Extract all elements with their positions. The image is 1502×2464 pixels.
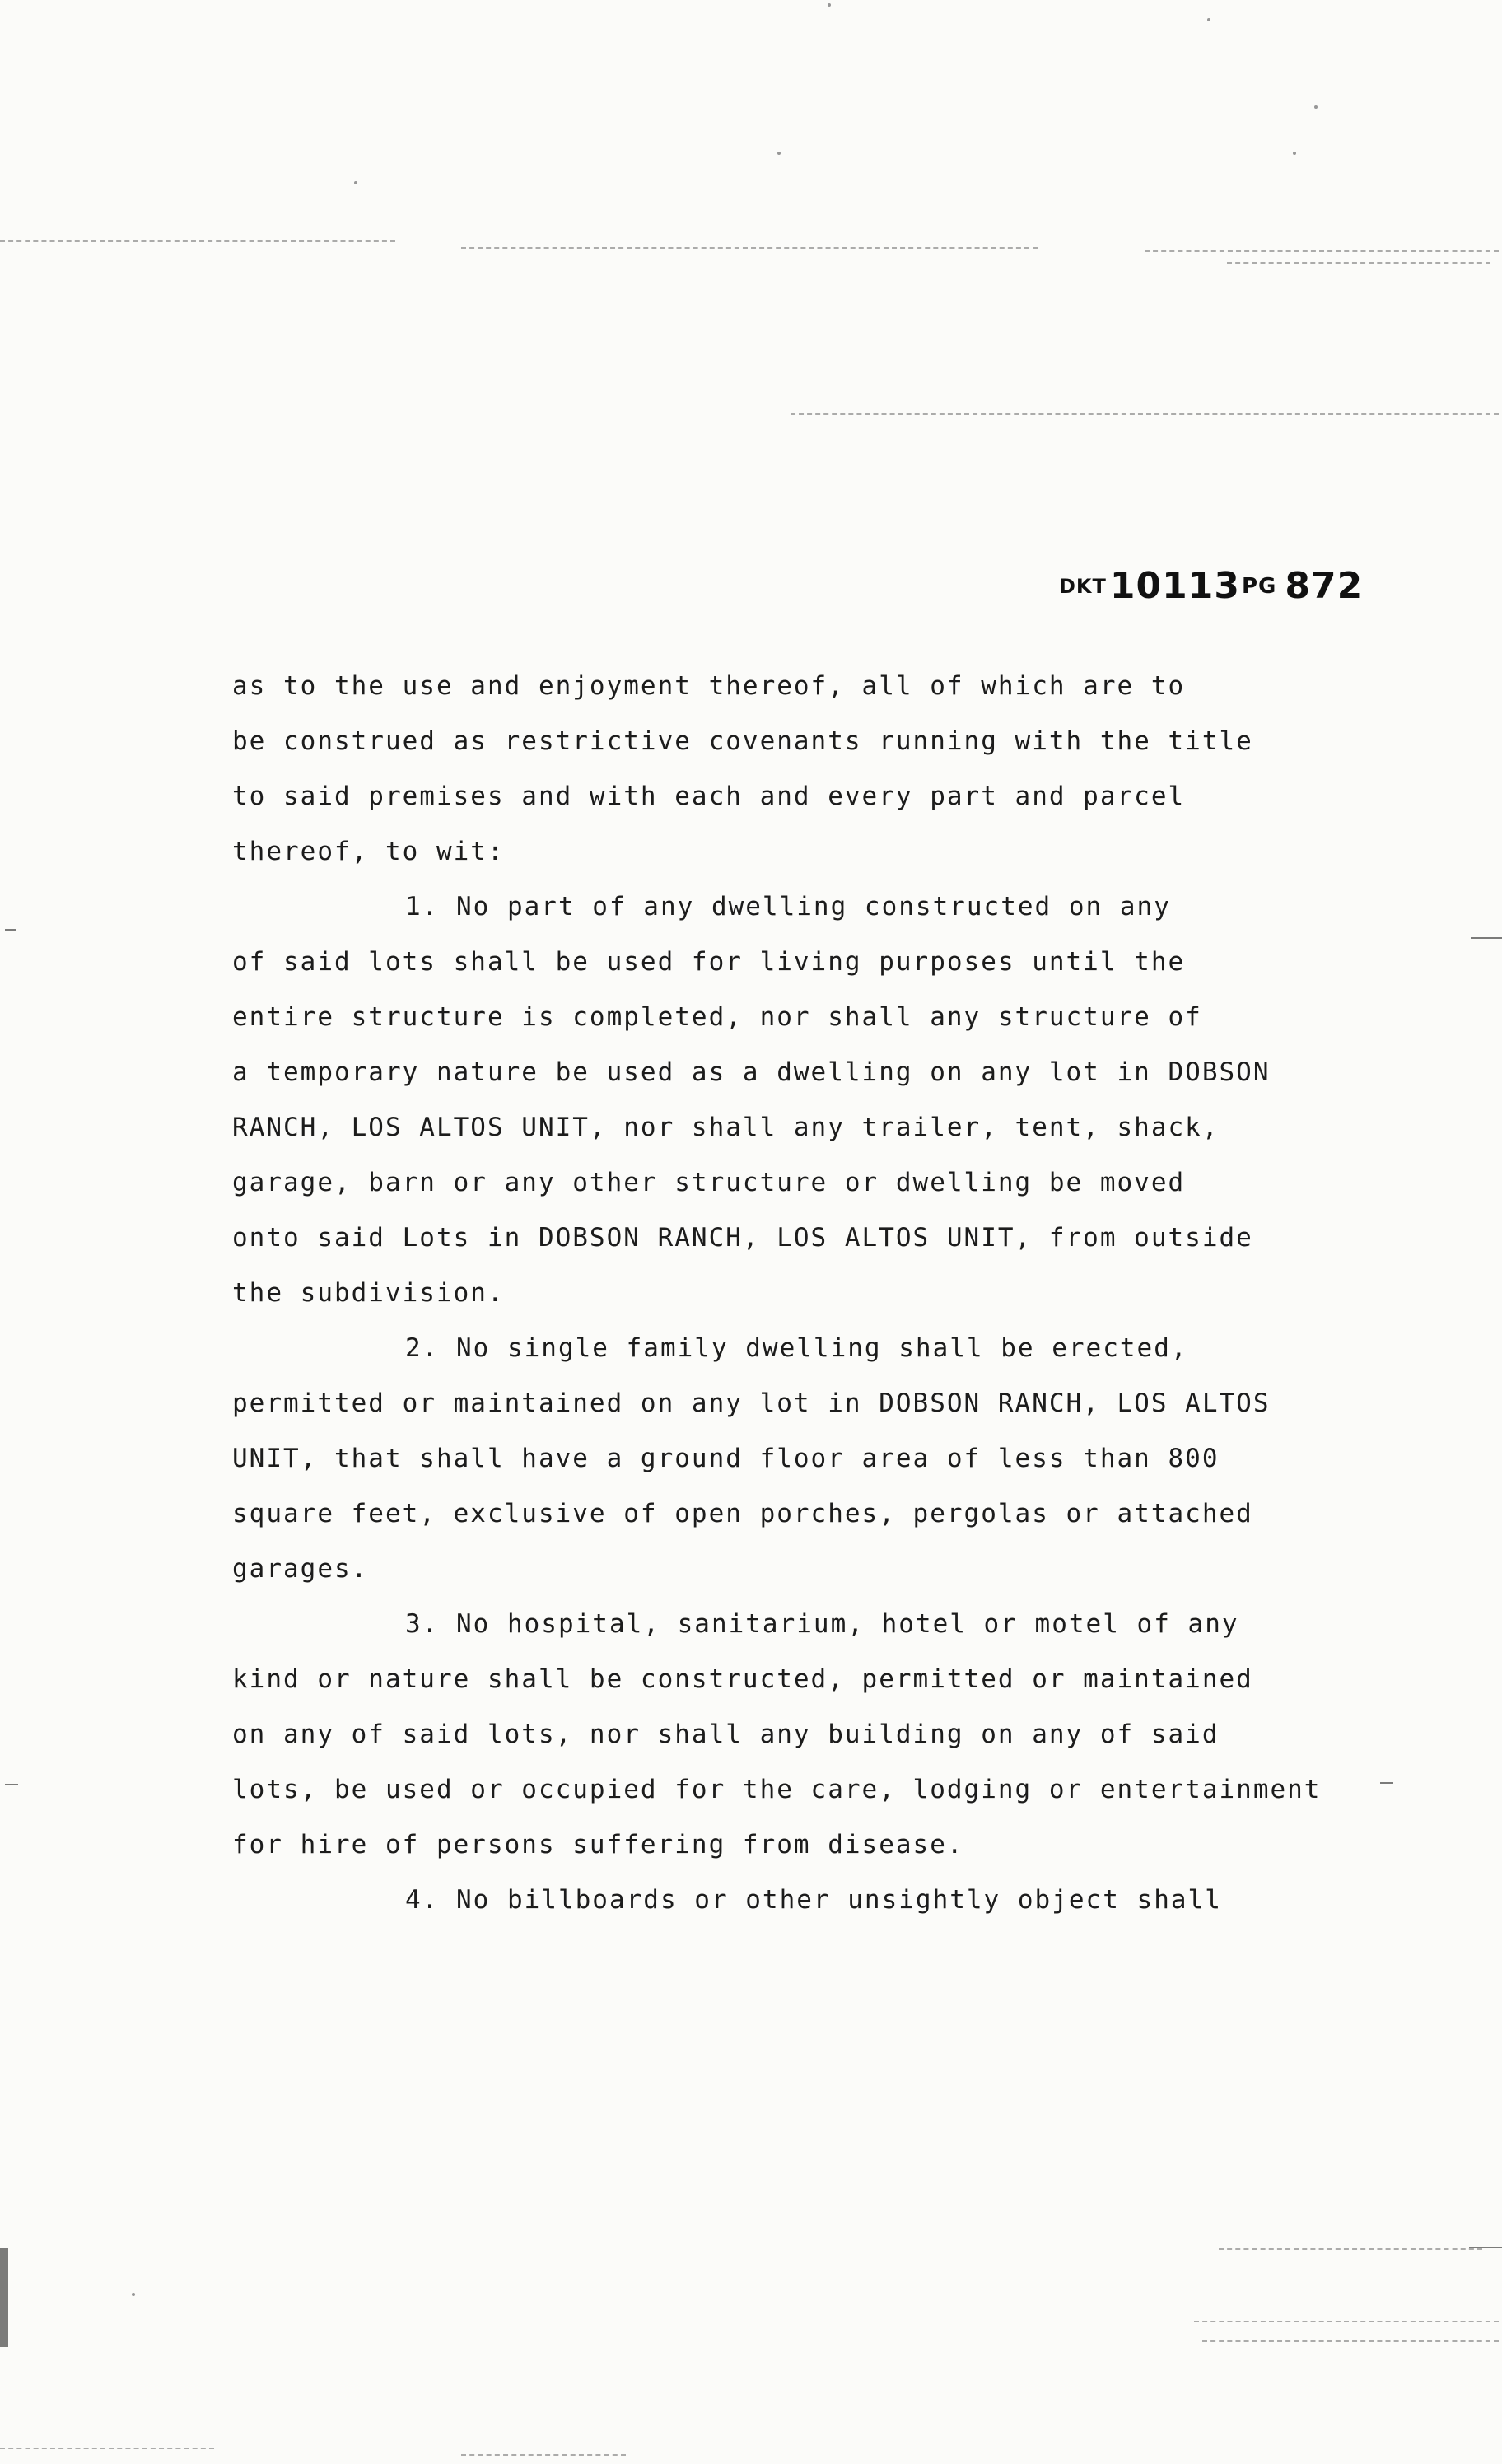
scan-artifact-dot [1207,18,1210,21]
margin-mark [1469,2247,1502,2248]
scan-artifact-dot [132,2293,135,2296]
scan-artifact-dot [828,3,831,7]
text-line: garages. [232,1554,369,1584]
docket-page-number: 872 [1285,565,1364,607]
covenant-2-heading-line: 2. No single family dwelling shall be erected, [405,1333,1188,1363]
scan-artifact-dot [1293,152,1296,155]
text-line: permitted or maintained on any lot in DOBSON RANCH, LOS ALTOS [232,1388,1271,1418]
covenant-1-heading-line: 1. No part of any dwelling constructed on any [405,892,1171,922]
margin-mark [1380,1782,1393,1784]
text-line: RANCH, LOS ALTOS UNIT, nor shall any trailer, tent, shack, [232,1113,1220,1142]
scan-artifact-line [1145,250,1499,252]
scan-artifact-line [791,413,1499,415]
scan-artifact-line [1227,262,1490,264]
text-line: of said lots shall be used for living purposes until the [232,947,1186,977]
scan-artifact-line [461,2454,626,2456]
text-line: kind or nature shall be constructed, permitted or maintained [232,1664,1253,1694]
text-line: square feet, exclusive of open porches, pergolas or attached [232,1499,1253,1528]
page-label: PG [1241,574,1277,599]
text-line: entire structure is completed, nor shall any structure of [232,1002,1202,1032]
scan-artifact-line [0,240,395,242]
scan-artifact-dot [354,181,357,184]
covenant-text-block [232,659,1336,1928]
docket-page-stamp [1059,565,1363,607]
scan-artifact-line [461,247,1038,249]
scan-artifact-dot [777,152,781,155]
text-line: onto said Lots in DOBSON RANCH, LOS ALTOS UNIT, from outside [232,1223,1253,1253]
text-line: thereof, to wit: [232,837,505,866]
scan-artifact-line [1202,2340,1499,2342]
text-line: a temporary nature be used as a dwelling on any lot in DOBSON [232,1057,1271,1087]
covenant-4-heading-line: 4. No billboards or other unsightly object shall [405,1885,1222,1915]
margin-mark [0,2248,8,2347]
scan-artifact-line [0,2448,214,2449]
text-line: on any of said lots, nor shall any building on any of said [232,1720,1220,1749]
text-line: to said premises and with each and every part and parcel [232,782,1186,811]
text-line: the subdivision. [232,1278,505,1308]
text-line: UNIT, that shall have a ground floor area of less than 800 [232,1444,1220,1473]
text-line: garage, barn or any other structure or dwelling be moved [232,1168,1186,1197]
docket-prefix: DKT [1059,575,1107,598]
text-line: as to the use and enjoyment thereof, all of which are to [232,671,1186,701]
docket-book-number: 10113 [1109,565,1240,607]
text-line: for hire of persons suffering from disease. [232,1830,964,1860]
scan-artifact-line [1219,2248,1482,2250]
text-line: lots, be used or occupied for the care, lodging or entertainment [232,1775,1322,1804]
margin-mark [1471,937,1502,939]
text-line: be construed as restrictive covenants running with the title [232,726,1253,756]
covenant-3-heading-line: 3. No hospital, sanitarium, hotel or motel of any [405,1609,1239,1639]
scan-artifact-dot [1314,105,1318,109]
margin-mark [5,1784,18,1785]
scan-artifact-line [1194,2321,1499,2322]
margin-mark [5,929,16,931]
